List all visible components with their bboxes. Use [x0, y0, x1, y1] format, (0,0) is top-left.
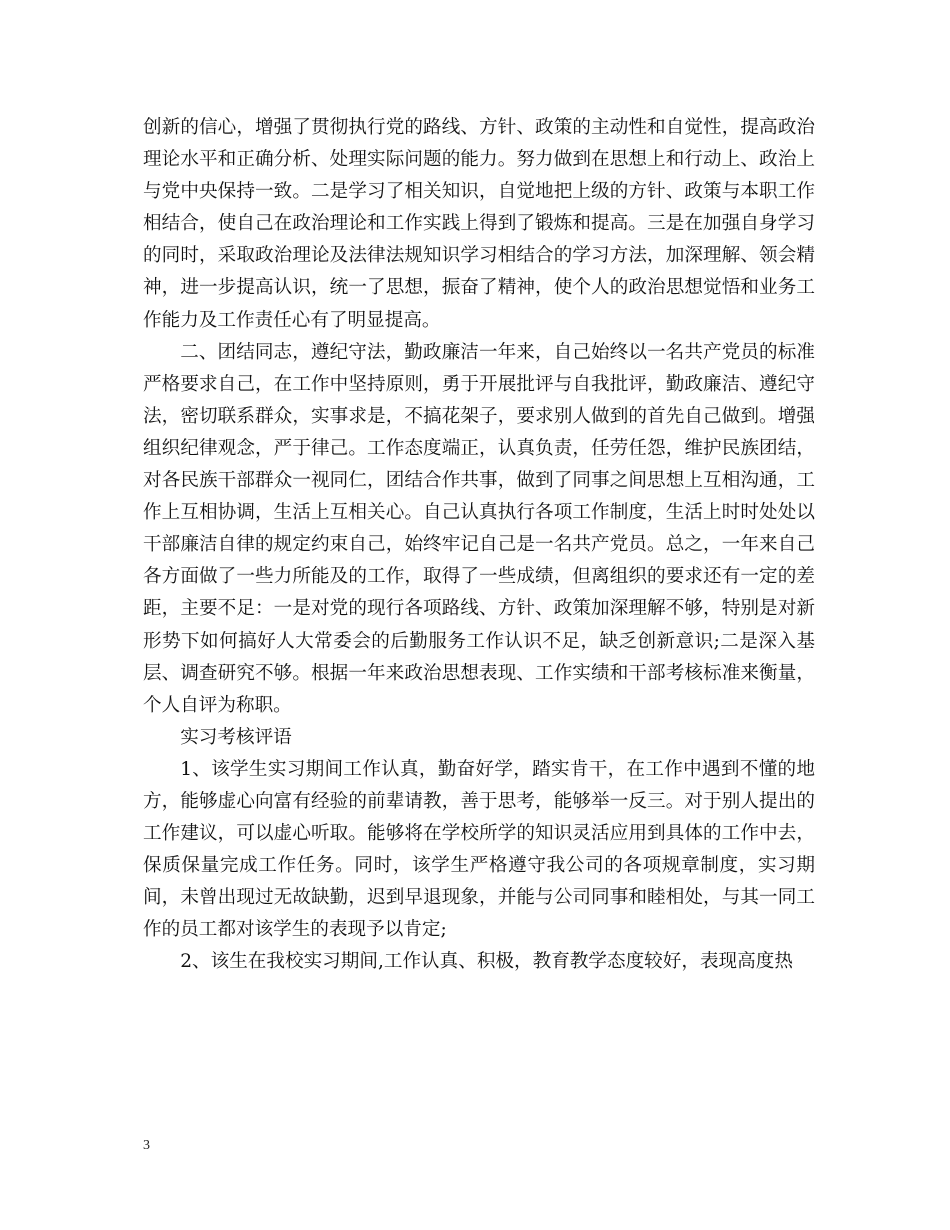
document-body	[143, 112, 815, 979]
paragraph-evaluation-1: 1、该学生实习期间工作认真，勤奋好学，踏实肯干，在工作中遇到不懂的地方，能够虚心向富有经验的前辈请教，善于思考，能够举一反三。对于别人提出的工作建议，可以虚心听取。能够将在学校所学的知识灵活应用到具体的工作中去，保质保量完成工作任务。同时，该学生严格遵守我公司的各项规章制度，实习期间，未曾出现过无故缺勤，迟到早退现象，并能与公司同事和睦相处，与其一同工作的员工都对该学生的表现予以肯定;	[143, 758, 815, 941]
paragraph-evaluation-2: 2、该生在我校实习期间,工作认真、积极，教育教学态度较好，表现高度热	[180, 951, 793, 973]
paragraph-political-study: 创新的信心，增强了贯彻执行党的路线、方针、政策的主动性和自觉性，提高政治理论水平和正确分析、处理实际问题的能力。努力做到在思想上和行动上、政治上与党中央保持一致。二是学习了相关知识，自觉地把上级的方针、政策与本职工作相结合，使自己在政治理论和工作实践上得到了锻炼和提高。三是在加强自身学习的同时，采取政治理论及法律法规知识学习相结合的学习方法，加深理解、领会精神，进一步提高认识，统一了思想，振奋了精神，使个人的政治思想觉悟和业务工作能力及工作责任心有了明显提高。	[143, 117, 815, 331]
paragraph-unity-discipline: 二、团结同志，遵纪守法，勤政廉洁一年来，自己始终以一名共产党员的标准严格要求自己，在工作中坚持原则，勇于开展批评与自我批评，勤政廉洁、遵纪守法，密切联系群众，实事求是，不搞花架子，要求别人做到的首先自己做到。增强组织纪律观念，严于律己。工作态度端正，认真负责，任劳任怨，维护民族团结，对各民族干部群众一视同仁，团结合作共事，做到了同事之间思想上互相沟通，工作上互相协调，生活上互相关心。自己认真执行各项工作制度，生活上时时处处以干部廉洁自律的规定约束自己，始终牢记自己是一名共产党员。总之，一年来自己各方面做了一些力所能及的工作，取得了一些成绩，但离组织的要求还有一定的差距，主要不足：一是对党的现行各项路线、方针、政策加深理解不够，特别是对新形势下如何搞好人大常委会的后勤服务工作认识不足，缺乏创新意识;二是深入基层、调查研究不够。根据一年来政治思想表现、工作实绩和干部考核标准来衡量，个人自评为称职。	[143, 341, 815, 716]
page-number: 3	[143, 1138, 150, 1153]
section-heading-internship-evaluation: 实习考核评语	[180, 726, 292, 748]
